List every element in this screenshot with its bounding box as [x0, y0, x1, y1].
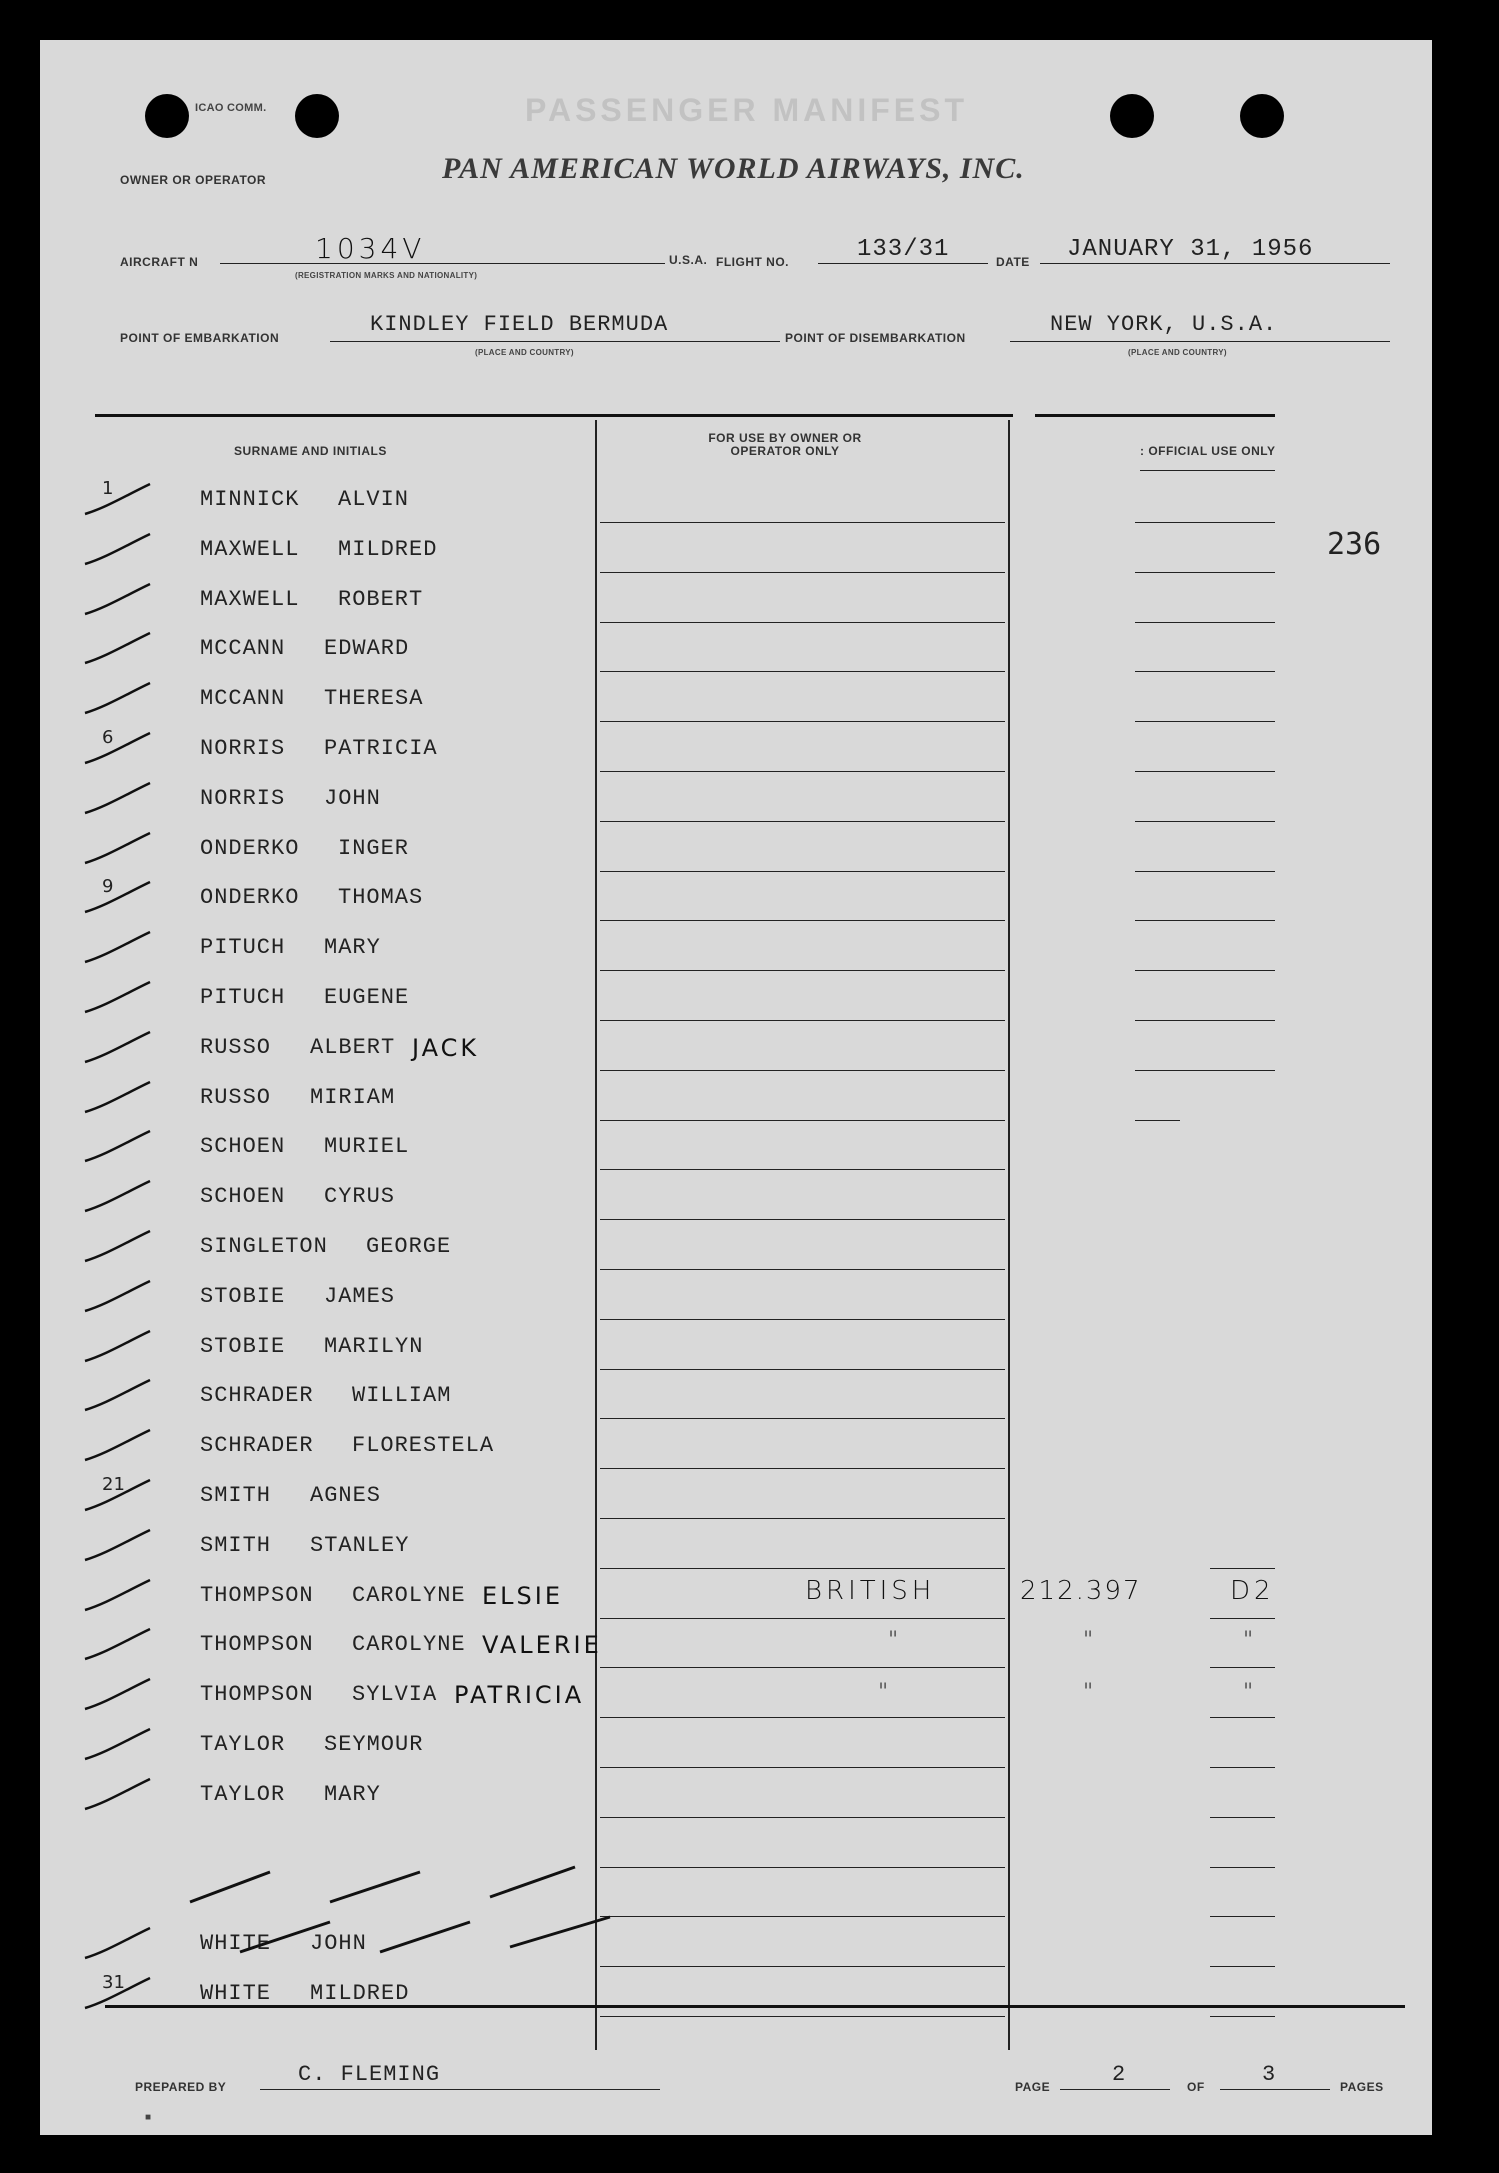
ditto-mark-5: " — [1083, 1680, 1098, 1705]
check-mark — [80, 779, 160, 819]
footer-rule — [105, 2005, 1405, 2008]
of-line — [1220, 2089, 1330, 2090]
official-column-rule — [1135, 771, 1275, 772]
passenger-row — [200, 819, 600, 869]
owner-label: OWNER OR OPERATOR — [120, 173, 267, 187]
passenger-given-name: JAMES — [324, 1283, 396, 1309]
passenger-surname: RUSSO — [200, 1084, 272, 1110]
official-column-rule — [1135, 522, 1275, 523]
prepared-by: C. FLEMING — [298, 2062, 441, 2087]
official-column-rule — [1210, 1966, 1275, 1967]
check-mark-number: 9 — [102, 876, 114, 898]
check-mark — [80, 1327, 160, 1367]
passenger-surname: MAXWELL — [200, 586, 300, 612]
ditto-mark-2: " — [1083, 1628, 1098, 1653]
passenger-row — [200, 1566, 600, 1616]
owner-column-rule — [600, 1916, 1005, 1917]
owner-column-rule — [600, 1568, 1005, 1569]
passenger-given-name: PATRICIA — [324, 736, 438, 761]
owner-name: PAN AMERICAN WORLD AIRWAYS, INC. — [442, 152, 1025, 185]
punch-hole-left-1 — [145, 94, 189, 138]
passenger-given-name: EDWARD — [324, 636, 410, 662]
column-divider-2 — [1008, 420, 1010, 2050]
official-column-rule — [1135, 572, 1275, 573]
passenger-given-name: ROBERT — [338, 586, 424, 612]
passenger-given-name: INGER — [338, 835, 410, 861]
check-mark-number: 21 — [102, 1474, 125, 1495]
passenger-surname: SCHOEN — [200, 1184, 286, 1210]
official-column-rule — [1210, 1867, 1275, 1868]
passenger-given-name: JOHN — [324, 785, 381, 811]
official-column-rule — [1135, 1120, 1180, 1121]
passenger-surname: MINNICK — [200, 487, 300, 512]
passenger-surname: STOBIE — [200, 1283, 286, 1309]
owner-column-rule — [600, 1966, 1005, 1967]
owner-column-rule — [600, 1418, 1005, 1419]
owner-column-rule — [600, 1468, 1005, 1469]
owner-use-column-header: FOR USE BY OWNER OR OPERATOR ONLY — [708, 431, 862, 458]
passenger-row — [200, 1018, 600, 1068]
punch-hole-left-2 — [295, 94, 339, 138]
check-mark-number: 31 — [102, 1972, 125, 1993]
header-underline-right — [1140, 470, 1275, 471]
passenger-given-name: MURIEL — [324, 1134, 410, 1160]
official-column-rule — [1135, 622, 1275, 623]
ditto-mark-3: " — [1243, 1628, 1258, 1653]
check-mark — [80, 1277, 160, 1317]
owner-column-rule — [600, 1319, 1005, 1320]
passenger-given-name: MILDRED — [310, 1981, 410, 2006]
passenger-surname: TAYLOR — [200, 1732, 286, 1757]
check-mark — [80, 1675, 160, 1715]
owner-column-rule — [600, 1618, 1005, 1619]
embark-label: POINT OF EMBARKATION — [120, 331, 280, 345]
owner-column-rule — [600, 871, 1005, 872]
prepared-label: PREPARED BY — [135, 2080, 227, 2094]
check-mark — [80, 978, 160, 1018]
passenger-surname: WHITE — [200, 1981, 272, 2006]
passenger-row — [200, 1217, 600, 1267]
disembark-caption: (PLACE AND COUNTRY) — [1128, 348, 1227, 357]
official-column-rule — [1135, 671, 1275, 672]
check-mark — [80, 679, 160, 719]
official-column-rule — [1210, 1568, 1275, 1569]
official-column-rule — [1210, 1767, 1275, 1768]
check-mark — [80, 1177, 160, 1217]
passenger-row — [200, 1317, 600, 1367]
passenger-handwritten-name: JACK — [412, 1033, 480, 1062]
owner-column-rule — [600, 1767, 1005, 1768]
check-mark — [80, 1526, 160, 1566]
check-mark — [80, 1924, 160, 1964]
passenger-row — [200, 1117, 600, 1167]
ditto-mark-1: " — [888, 1628, 903, 1653]
passenger-surname: THOMPSON — [200, 1582, 314, 1608]
check-mark — [80, 1227, 160, 1267]
official-column-rule — [1210, 1817, 1275, 1818]
check-mark — [80, 1775, 160, 1815]
passenger-surname: SMITH — [200, 1483, 272, 1508]
passenger-row — [200, 769, 600, 819]
owner-column-rule — [600, 920, 1005, 921]
passenger-row — [200, 868, 600, 918]
owner-column-rule — [600, 1070, 1005, 1071]
passenger-given-name: WILLIAM — [352, 1383, 452, 1409]
check-mark — [80, 480, 160, 520]
cancel-strokes — [180, 1852, 620, 1972]
punch-hole-right-2 — [1240, 94, 1284, 138]
owner-column-rule — [600, 1667, 1005, 1668]
official-column-rule — [1210, 1618, 1275, 1619]
check-mark — [80, 580, 160, 620]
usa-label: U.S.A. — [669, 253, 708, 267]
number-annotation: 212.397 — [1020, 1576, 1142, 1606]
flight-label: FLIGHT NO. — [716, 255, 789, 269]
official-column-rule — [1135, 821, 1275, 822]
owner-column-rule — [600, 1120, 1005, 1121]
passenger-given-name: ALVIN — [338, 487, 410, 512]
owner-column-rule — [600, 1717, 1005, 1718]
table-top-rule-left — [95, 414, 1013, 417]
passenger-given-name: ALBERT — [310, 1034, 396, 1060]
flight-line — [818, 263, 988, 264]
owner-column-rule — [600, 1269, 1005, 1270]
check-mark — [80, 1725, 160, 1765]
passenger-given-name: MARY — [324, 935, 381, 961]
passenger-row — [200, 1665, 600, 1715]
check-mark — [80, 1625, 160, 1665]
owner-column-rule — [600, 821, 1005, 822]
passenger-given-name: AGNES — [310, 1483, 382, 1508]
check-mark — [80, 829, 160, 869]
passenger-surname: ONDERKO — [200, 885, 300, 911]
passenger-given-name: MIRIAM — [310, 1084, 396, 1110]
passenger-row — [200, 1267, 600, 1317]
passenger-surname: NORRIS — [200, 736, 286, 761]
check-mark — [80, 1127, 160, 1167]
owner-column-rule — [600, 970, 1005, 971]
passenger-given-name: JOHN — [310, 1931, 367, 1957]
official-column-rule — [1135, 721, 1275, 722]
passenger-row — [200, 918, 600, 968]
surname-column-header: SURNAME AND INITIALS — [234, 444, 387, 458]
passenger-given-name: EUGENE — [324, 985, 410, 1010]
passenger-row — [200, 669, 600, 719]
form-number: ■ — [145, 2112, 152, 2123]
owner-column-rule — [600, 721, 1005, 722]
check-mark — [80, 530, 160, 570]
passenger-row — [200, 619, 600, 669]
passenger-row — [200, 1765, 600, 1815]
official-column-rule — [1135, 1020, 1275, 1021]
passenger-surname: SINGLETON — [200, 1234, 328, 1259]
aircraft-label: AIRCRAFT N — [120, 255, 199, 269]
passenger-surname: STOBIE — [200, 1333, 286, 1359]
passenger-given-name: MARILYN — [324, 1333, 424, 1359]
owner-column-rule — [600, 522, 1005, 523]
date-label: DATE — [996, 255, 1030, 269]
passenger-given-name: MILDRED — [338, 536, 438, 562]
passenger-given-name: SEYMOUR — [324, 1732, 424, 1757]
passenger-surname: MCCANN — [200, 636, 286, 662]
passenger-given-name: MARY — [324, 1781, 381, 1807]
punch-hole-right-1 — [1110, 94, 1154, 138]
passenger-row — [200, 570, 600, 620]
official-column-rule — [1135, 970, 1275, 971]
passenger-row — [200, 1416, 600, 1466]
passenger-row — [200, 1516, 600, 1566]
owner-column-rule — [600, 1219, 1005, 1220]
check-mark — [80, 1426, 160, 1466]
prepared-line — [260, 2089, 660, 2090]
owner-column-rule — [600, 671, 1005, 672]
check-mark — [80, 729, 160, 769]
owner-column-rule — [600, 2016, 1005, 2017]
passenger-row — [200, 520, 600, 570]
of-label: OF — [1187, 2080, 1205, 2094]
check-mark — [80, 1576, 160, 1616]
check-mark — [80, 1078, 160, 1118]
passenger-row — [200, 1167, 600, 1217]
passenger-surname: WHITE — [200, 1931, 272, 1957]
page-line — [1060, 2089, 1170, 2090]
passenger-surname: ONDERKO — [200, 835, 300, 861]
passenger-row — [200, 1466, 600, 1516]
passenger-given-name: CAROLYNE — [352, 1632, 466, 1658]
passenger-handwritten-name: ELSIE — [482, 1581, 564, 1610]
passenger-surname: MCCANN — [200, 686, 286, 712]
flight-number: 133/31 — [857, 236, 950, 263]
official-column-rule — [1135, 920, 1275, 921]
passenger-row — [200, 1068, 600, 1118]
embark-caption: (PLACE AND COUNTRY) — [475, 348, 574, 357]
embark-place: KINDLEY FIELD BERMUDA — [370, 312, 669, 337]
check-mark-number: 6 — [102, 727, 114, 748]
official-column-rule — [1210, 1916, 1275, 1917]
stamp-text: ICAO COMM. — [195, 102, 267, 114]
disembark-place: NEW YORK, U.S.A. — [1050, 312, 1278, 337]
check-mark — [80, 1376, 160, 1416]
check-mark — [80, 629, 160, 669]
passenger-row — [200, 968, 600, 1018]
pages-label: PAGES — [1340, 2080, 1384, 2094]
page-label: PAGE — [1015, 2080, 1051, 2094]
check-mark — [80, 1028, 160, 1068]
official-column-rule — [1135, 871, 1275, 872]
disembark-line — [1010, 341, 1390, 342]
passenger-surname: RUSSO — [200, 1034, 272, 1060]
passenger-surname: THOMPSON — [200, 1682, 314, 1708]
passenger-row — [200, 1366, 600, 1416]
passenger-surname: SMITH — [200, 1532, 272, 1558]
owner-column-rule — [600, 771, 1005, 772]
aircraft-line — [220, 263, 665, 264]
passenger-handwritten-name: VALERIE — [482, 1631, 602, 1660]
passenger-given-name: THERESA — [324, 686, 424, 712]
aircraft-number: 1034V — [315, 232, 426, 265]
check-mark — [80, 928, 160, 968]
side-number: 236 — [1327, 527, 1382, 562]
check-mark-number: 1 — [102, 478, 114, 499]
passenger-surname: SCHOEN — [200, 1134, 286, 1160]
flight-date: JANUARY 31, 1956 — [1067, 236, 1314, 263]
passenger-surname: NORRIS — [200, 785, 286, 811]
passenger-surname: SCHRADER — [200, 1433, 314, 1459]
page-number: 2 — [1112, 2062, 1127, 2087]
passenger-handwritten-name: PATRICIA — [454, 1681, 585, 1710]
passenger-given-name: CAROLYNE — [352, 1582, 466, 1608]
official-use-column-header: : OFFICIAL USE ONLY — [1140, 444, 1276, 458]
passenger-row — [200, 1715, 600, 1765]
owner-column-rule — [600, 622, 1005, 623]
page-total: 3 — [1262, 2062, 1277, 2087]
passenger-given-name: STANLEY — [310, 1532, 410, 1558]
passenger-given-name: THOMAS — [338, 885, 424, 911]
passenger-surname: PITUCH — [200, 935, 286, 961]
embark-line — [330, 341, 780, 342]
owner-column-rule — [600, 1867, 1005, 1868]
disembark-label: POINT OF DISEMBARKATION — [785, 331, 966, 345]
check-mark — [80, 878, 160, 918]
registration-caption: (REGISTRATION MARKS AND NATIONALITY) — [295, 271, 478, 280]
nationality-annotation: BRITISH — [805, 1576, 936, 1606]
official-column-rule — [1135, 1070, 1275, 1071]
passenger-given-name: CYRUS — [324, 1184, 396, 1210]
official-column-rule — [1210, 1717, 1275, 1718]
passenger-surname: TAYLOR — [200, 1781, 286, 1807]
table-top-rule-right — [1035, 414, 1275, 417]
passenger-row — [200, 719, 600, 769]
passenger-surname: THOMPSON — [200, 1632, 314, 1658]
passenger-surname: MAXWELL — [200, 536, 300, 562]
owner-column-rule — [600, 1817, 1005, 1818]
date-line — [1040, 263, 1390, 264]
owner-column-rule — [600, 1369, 1005, 1370]
owner-column-rule — [600, 1020, 1005, 1021]
owner-column-rule — [600, 572, 1005, 573]
ditto-mark-4: " — [878, 1680, 893, 1705]
passenger-given-name: FLORESTELA — [352, 1433, 495, 1459]
official-column-rule — [1210, 2016, 1275, 2017]
manifest-title: PASSENGER MANIFEST — [525, 92, 968, 128]
owner-column-rule — [600, 1169, 1005, 1170]
code-annotation: D2 — [1230, 1576, 1275, 1606]
passenger-surname: PITUCH — [200, 985, 286, 1010]
passenger-given-name: GEORGE — [366, 1234, 452, 1259]
manifest-sheet — [40, 40, 1432, 2135]
owner-column-rule — [600, 1518, 1005, 1519]
ditto-mark-6: " — [1243, 1680, 1258, 1705]
passenger-surname: SCHRADER — [200, 1383, 314, 1409]
passenger-row — [200, 1615, 600, 1665]
official-column-rule — [1210, 1667, 1275, 1668]
passenger-row — [200, 470, 600, 520]
passenger-given-name: SYLVIA — [352, 1682, 438, 1708]
